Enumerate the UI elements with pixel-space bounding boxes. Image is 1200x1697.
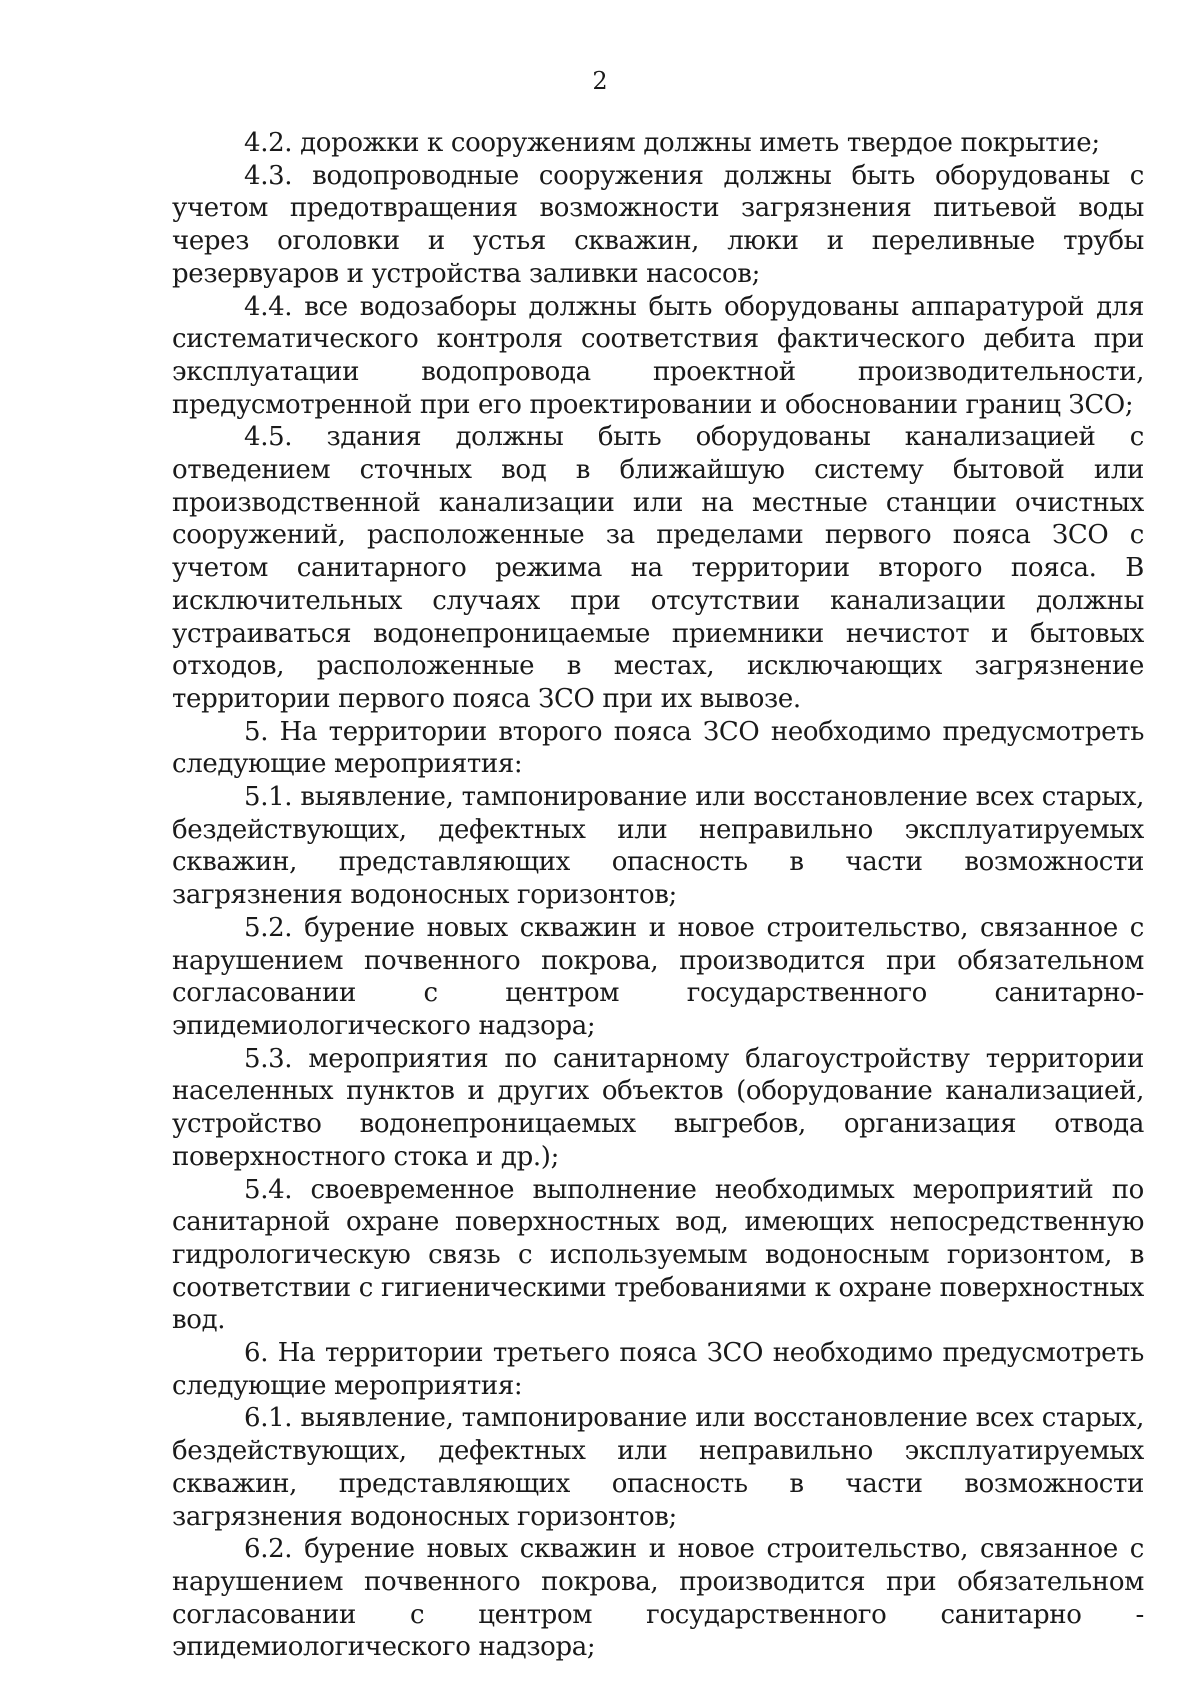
- paragraph-4-2: 4.2. дорожки к сооружениям должны иметь твердое покрытие;: [244, 128, 1100, 158]
- paragraph-6: 6. На территории третьего пояса ЗСО необходимо предусмотреть следующие мероприятия:: [172, 1338, 1144, 1401]
- paragraph-6-2: 6.2. бурение новых скважин и новое строительство, связанное с нарушением почвенного покрова, производится при обязательном согласовании с центром государственного санитарно - эпидемиологического надзора;: [172, 1534, 1144, 1663]
- paragraph-6-1: 6.1. выявление, тампонирование или восстановление всех старых, бездействующих, дефектных или неправильно эксплуатируемых скважин, представляющих опасность в части возможности загрязнения водоносных горизонтов;: [172, 1403, 1144, 1532]
- paragraph-5-3: 5.3. мероприятия по санитарному благоустройству территории населенных пунктов и других объектов (оборудование канализацией, устройство водонепроницаемых выгребов, организация отвода поверхностного стока и др.);: [172, 1043, 1144, 1172]
- paragraph-4-5: 4.5. здания должны быть оборудованы канализацией с отведением сточных вод в ближайшую систему бытовой или производственной канализации или на местные станции очистных сооружений, расположенные за пределами первого пояса ЗСО с учетом санитарного режима на территории второго пояса. В исключительных случаях при отсутствии канализации должны устраиваться водонепроницаемые приемники нечистот и бытовых отходов, расположенные в местах, исключающих загрязнение территории первого пояса ЗСО при их вывозе.: [172, 422, 1144, 714]
- paragraph-5: 5. На территории второго пояса ЗСО необходимо предусмотреть следующие мероприятия:: [172, 716, 1144, 780]
- paragraph-5-4: 5.4. своевременное выполнение необходимых мероприятий по санитарной охране поверхностных вод, имеющих непосредственную гидрологическую связь с используемым водоносным горизонтом, в соответствии с гигиеническими требованиями к охране поверхностных вод.: [172, 1174, 1144, 1336]
- paragraph-5-1: 5.1. выявление, тампонирование или восстановление всех старых, бездействующих, дефектных или неправильно эксплуатируемых скважин, представляющих опасность в части возможности загрязнения водоносных горизонтов;: [172, 782, 1144, 911]
- page-number: 2: [592, 67, 608, 95]
- paragraph-4-3: 4.3. водопроводные сооружения должны быть оборудованы с учетом предотвращения возможности загрязнения питьевой воды через оголовки и устья скважин, люки и переливные трубы резервуаров и устройства заливки насосов;: [172, 160, 1144, 289]
- paragraph-4-4: 4.4. все водозаборы должны быть оборудованы аппаратурой для систематического контроля соответствия фактического дебита при эксплуатации водопровода проектной производительности, предусмотренной при его проектировании и обосновании границ ЗСО;: [172, 291, 1144, 420]
- paragraph-5-2: 5.2. бурение новых скважин и новое строительство, связанное с нарушением почвенного покрова, производится при обязательном согласовании с центром государственного санитарно-эпидемиологического надзора;: [172, 912, 1144, 1041]
- document-body: [172, 127, 1144, 1664]
